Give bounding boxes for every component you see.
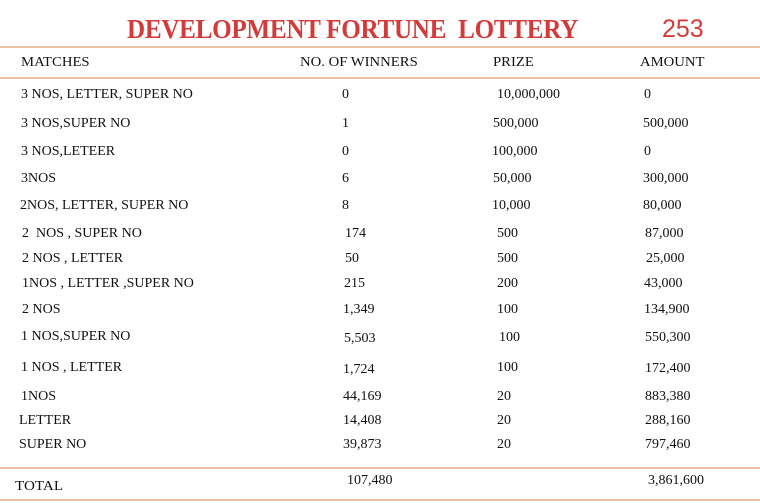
cell-amount: 500,000 (643, 116, 689, 131)
cell-prize: 20 (497, 389, 511, 404)
cell-winners: 6 (342, 171, 349, 186)
cell-matches: 3 NOS,SUPER NO (21, 116, 131, 131)
cell-amount: 288,160 (645, 413, 691, 428)
cell-winners: 215 (344, 276, 365, 291)
cell-matches: 1NOS , LETTER ,SUPER NO (22, 276, 194, 291)
cell-prize: 20 (497, 413, 511, 428)
cell-prize: 20 (497, 437, 511, 452)
cell-winners: 1,349 (343, 302, 375, 317)
cell-amount: 550,300 (645, 330, 691, 345)
cell-winners: 1 (342, 116, 349, 131)
total-row (0, 469, 760, 490)
column-header-prize: PRIZE (493, 55, 534, 66)
cell-winners: 44,169 (343, 389, 382, 404)
cell-winners: 8 (342, 198, 349, 213)
cell-matches: 2NOS, LETTER, SUPER NO (20, 198, 189, 213)
cell-matches: 2 NOS (22, 302, 61, 317)
cell-winners: 39,873 (343, 437, 382, 452)
cell-amount: 0 (644, 144, 651, 159)
cell-matches: 3 NOS, LETTER, SUPER NO (21, 87, 193, 102)
cell-matches: 1 NOS , LETTER (21, 360, 123, 375)
column-header-matches: MATCHES (21, 55, 90, 66)
cell-winners: 50 (345, 251, 359, 266)
cell-prize: 500,000 (493, 116, 539, 131)
total-label: TOTAL (15, 479, 64, 490)
cell-matches: 1 NOS,SUPER NO (21, 329, 131, 344)
lottery-title: DEVELOPMENT FORTUNE LOTTERY (127, 14, 579, 44)
cell-matches: 2 NOS , LETTER (22, 251, 124, 266)
cell-prize: 100 (497, 360, 518, 375)
draw-number: 253 (662, 15, 704, 43)
cell-amount: 80,000 (643, 198, 682, 213)
column-header-amount: AMOUNT (640, 55, 705, 66)
cell-amount: 134,900 (644, 302, 690, 317)
cell-prize: 100 (497, 302, 518, 317)
cell-winners: 0 (342, 144, 349, 159)
cell-amount: 43,000 (644, 276, 683, 291)
cell-prize: 100,000 (492, 144, 538, 159)
cell-winners: 14,408 (343, 413, 382, 428)
cell-matches: 1NOS (21, 389, 57, 404)
cell-amount: 25,000 (646, 251, 685, 266)
cell-prize: 10,000 (492, 198, 531, 213)
cell-amount: 87,000 (645, 226, 684, 241)
cell-prize: 500 (497, 251, 518, 266)
cell-winners: 174 (345, 226, 366, 241)
cell-winners: 5,503 (344, 331, 376, 346)
cell-winners: 1,724 (343, 362, 375, 377)
cell-amount: 797,460 (645, 437, 691, 452)
cell-amount: 300,000 (643, 171, 689, 186)
cell-prize: 10,000,000 (497, 87, 560, 102)
cell-prize: 200 (497, 276, 518, 291)
total-amount: 3,861,600 (648, 473, 704, 488)
cell-matches: 3 NOS,LETEER (21, 144, 116, 159)
cell-prize: 50,000 (493, 171, 532, 186)
header-rule (0, 77, 760, 79)
cell-amount: 883,380 (645, 389, 691, 404)
total-winners: 107,480 (347, 473, 393, 488)
cell-amount: 172,400 (645, 361, 691, 376)
cell-matches: SUPER NO (19, 437, 87, 452)
cell-winners: 0 (342, 87, 349, 102)
cell-matches: 3NOS (21, 171, 57, 186)
cell-matches: 2 NOS , SUPER NO (22, 226, 142, 241)
table-header-row (0, 47, 760, 66)
column-header-winners: NO. OF WINNERS (300, 55, 418, 66)
cell-prize: 500 (497, 226, 518, 241)
bottom-rule (0, 499, 760, 501)
cell-matches: LETTER (19, 413, 72, 428)
cell-amount: 0 (644, 87, 651, 102)
cell-prize: 100 (499, 330, 520, 345)
